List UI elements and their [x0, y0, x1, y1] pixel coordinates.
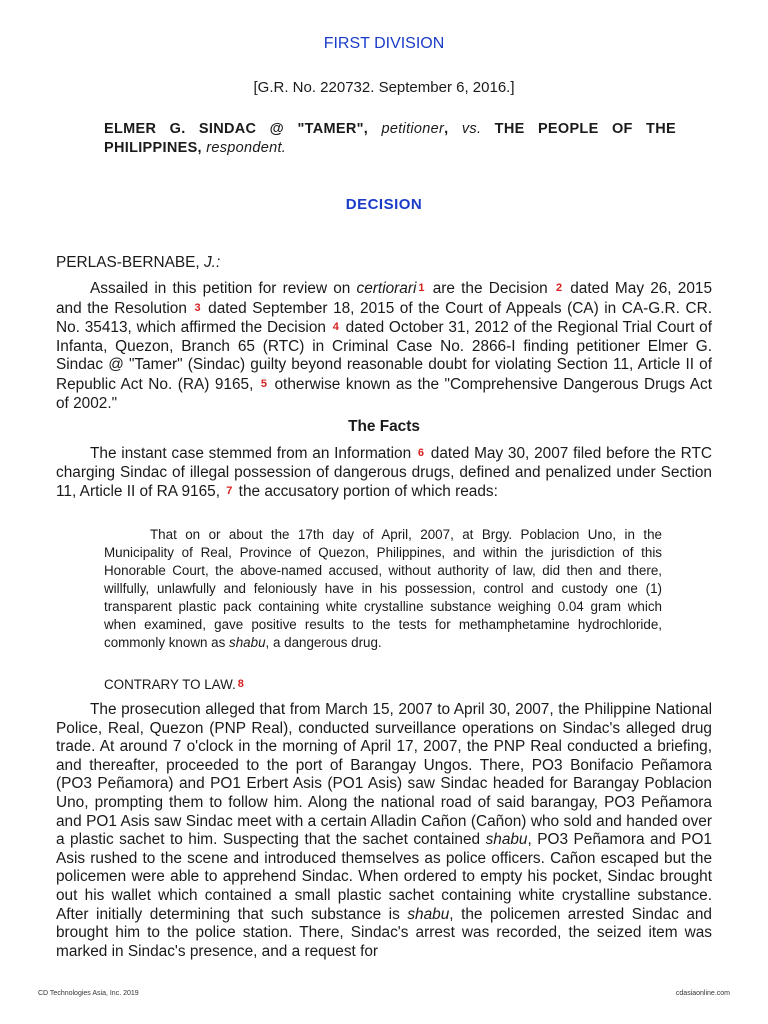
paragraph-2 — [56, 444, 712, 502]
text-run: Assailed in this petition for review on — [90, 280, 357, 297]
footnote-link-3[interactable]: 3 — [194, 301, 201, 314]
contrary-to-law — [104, 677, 246, 692]
petitioner-role: petitioner — [381, 121, 445, 137]
text-run: otherwise known as the "Comprehensive Dangerous Drugs Act of 2002." — [56, 375, 712, 412]
footnote-link-4[interactable]: 4 — [332, 321, 339, 334]
text-run: That on or about the 17th day of April, 2007, at Brgy. Poblacion Uno, in the Municipality of Real, Province of Quezon, Philippines, and within the jurisdiction of this Honorable Court, the above-named accused, without authority of law, did then and there, willfully, unlawfully and feloniously have in his possession, control and custody one (1) transparent plastic pack containing white crystalline substance weighing 0.04 gram which when examined, gave positive results to the tests for methamphetamine hydrochloride, commonly known as — [104, 527, 662, 650]
division-heading: FIRST DIVISION — [323, 35, 445, 52]
footer-copyright: CD Technologies Asia, Inc. 2019 — [38, 990, 139, 997]
case-parties: ELMER G. SINDAC @ "TAMER", petitioner, vs. THE PEOPLE OF THE PHILIPPINES, respondent. — [104, 121, 676, 156]
information-quote — [104, 526, 662, 652]
respondent-role: respondent. — [206, 140, 287, 156]
text-run-italic: certiorari — [356, 280, 417, 297]
paragraph-3 — [56, 701, 712, 961]
text-run: The prosecution alleged that from March 15, 2007 to April 30, 2007, the Philippine National Police, Real, Quezon (PNP Real), conducted surveillance operations on Sindac's alleged drug trade. At around 7 o'clock in the morning of April 17, 2007, the PNP Real conducted a briefing, and thereafter, proceeded to the port of Barangay Ungos. There, PO3 Bonifacio Peñamora (PO3 Peñamora) and PO1 Erbert Asis (PO1 Asis) saw Sindac headed for Barangay Poblacion Uno, prompting them to follow him. Along the national road of said barangay, PO3 Peñamora and PO1 Asis saw Sindac meet with a certain Alladin Cañon (Cañon) who sold and handed over a plastic sachet to him. Suspecting that the sachet contained — [56, 701, 712, 849]
text-run-italic: shabu — [229, 635, 266, 650]
text-run: are the Decision — [426, 280, 554, 297]
case-number: [G.R. No. 220732. September 6, 2016.] — [253, 79, 515, 96]
text-run: dated September 18, 2015 of the Court of Appeals (CA) in CA-G.R. CR. No. 35413, which affirmed the Decision — [56, 299, 712, 337]
footer-site: cdasiaonline.com — [675, 990, 730, 997]
footnote-link-5[interactable]: 5 — [260, 377, 267, 390]
text-run: dated May 26, 2015 and the Resolution — [56, 280, 713, 317]
text-run: , a dangerous drug. — [265, 635, 382, 650]
text-run: dated October 31, 2012 of the Regional Trial Court of Infanta, Quezon, Branch 65 (RTC) in Criminal Case No. 2866-I finding petitioner Elmer G. Sindac @ "Tamer" (Sindac) guilty beyond reasonable doubt for violating Section 11, Article II of Republic Act No. (RA) 9165, — [56, 319, 712, 393]
respondent-name: THE PEOPLE OF THE PHILIPPINES — [104, 121, 676, 156]
text-run: the accusatory portion of which reads: — [234, 483, 498, 501]
text-run-italic: shabu — [407, 905, 450, 923]
ponente — [56, 254, 220, 272]
contrary-text: CONTRARY TO LAW. — [104, 677, 236, 692]
text-run: dated May 30, 2007 filed before the RTC charging Sindac of illegal possession of dangerous drugs, defined and penalized under Section 11, Article II of RA 9165, — [56, 445, 712, 501]
footnote-link-2[interactable]: 2 — [555, 282, 563, 294]
footnote-link-1[interactable]: 1 — [418, 282, 425, 294]
petitioner-name: ELMER G. SINDAC @ "TAMER" — [104, 121, 364, 137]
footnote-link-8[interactable]: 8 — [237, 678, 244, 690]
footnote-link-6[interactable]: 6 — [417, 447, 425, 459]
text-run: , the policemen arrested Sindac and brought him to the police station. There, Sindac's arrest was recorded, the seized item was marked in Sindac's presence, and a request for — [56, 905, 712, 960]
footnote-link-7[interactable]: 7 — [226, 485, 233, 498]
decision-title: DECISION — [345, 196, 423, 213]
text-run: The instant case stemmed from an Information — [90, 445, 416, 462]
versus-label: vs. — [461, 121, 482, 137]
ponente-title: J.: — [203, 254, 221, 271]
paragraph-1 — [56, 279, 712, 413]
facts-heading: The Facts — [348, 418, 420, 435]
text-run-italic: shabu — [485, 831, 528, 849]
text-run: , PO3 Peñamora and PO1 Asis rushed to the scene and introduced themselves as police officers. Cañon escaped but the policemen were able to apprehend Sindac. When ordered to empty his pocket, Sindac brought out his wallet which contained a small plastic sachet containing white crystalline substance. After initially determining that such substance is — [56, 831, 712, 923]
ponente-name: PERLAS-BERNABE, — [56, 254, 200, 271]
